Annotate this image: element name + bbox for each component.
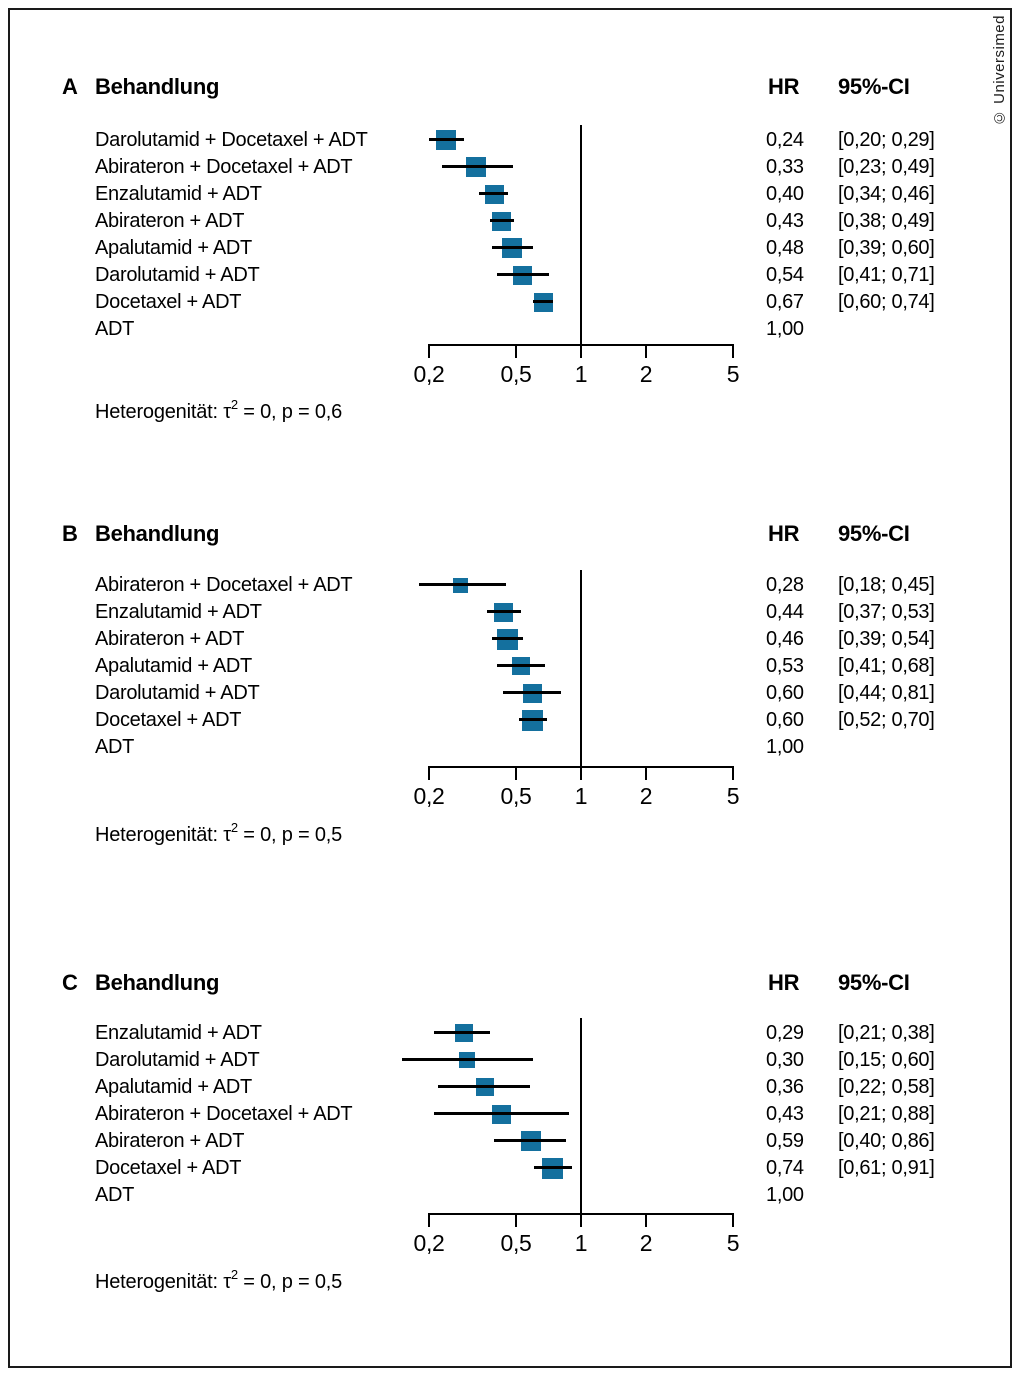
axis-tick-label: 1 <box>574 361 588 387</box>
treatment-label: Darolutamid + ADT <box>95 1049 260 1071</box>
ci-line <box>419 583 506 586</box>
ci-line <box>533 300 553 303</box>
ci-value: [0,60; 0,74] <box>838 291 935 313</box>
ci-value: [0,20; 0,29] <box>838 129 935 151</box>
hr-value: 0,30 <box>766 1049 804 1071</box>
hr-value: 0,40 <box>766 183 804 205</box>
axis-tick-label: 1 <box>574 1230 588 1256</box>
panel-c-hr-column-header: HR <box>768 970 800 995</box>
ci-value: [0,18; 0,45] <box>838 574 935 596</box>
axis-tick <box>428 1214 430 1227</box>
hr-value: 0,24 <box>766 129 804 151</box>
treatment-label: Apalutamid + ADT <box>95 237 252 259</box>
ci-value: [0,40; 0,86] <box>838 1130 935 1152</box>
panel-c-ci-column-header: 95%-CI <box>838 970 910 995</box>
ci-line <box>519 718 547 721</box>
het-text: = 0, p = 0,5 <box>237 824 343 846</box>
reference-line <box>580 570 582 770</box>
panel-c-letter: C <box>62 970 78 995</box>
hr-value: 1,00 <box>766 1184 804 1206</box>
ci-value: [0,38; 0,49] <box>838 210 935 232</box>
panel-a-hr-column-header: HR <box>768 74 800 99</box>
ci-line <box>434 1112 569 1115</box>
copyright-watermark: © Universimed <box>991 15 1008 127</box>
panel-a-heterogeneity-note <box>95 399 342 425</box>
hr-value: 0,43 <box>766 1103 804 1125</box>
ci-line <box>438 1085 530 1088</box>
panel-b-title: Behandlung <box>95 521 220 546</box>
ci-value: [0,15; 0,60] <box>838 1049 935 1071</box>
hr-value: 0,53 <box>766 655 804 677</box>
treatment-label: Abirateron + ADT <box>95 1130 245 1152</box>
treatment-label: Abirateron + ADT <box>95 210 245 232</box>
panel-a-header <box>0 74 1024 100</box>
axis-tick <box>515 767 517 780</box>
axis-tick-label: 0,5 <box>500 361 532 387</box>
panel-b-letter: B <box>62 521 78 546</box>
axis-tick-label: 0,2 <box>413 783 445 809</box>
ci-value: [0,52; 0,70] <box>838 709 935 731</box>
ci-line <box>497 664 545 667</box>
panel-a-letter: A <box>62 74 78 99</box>
het-text: = 0, p = 0,5 <box>237 1271 343 1293</box>
hr-value: 0,54 <box>766 264 804 286</box>
ci-line <box>429 138 464 141</box>
axis-tick <box>580 767 582 780</box>
axis-tick-label: 5 <box>726 1230 740 1256</box>
hr-value: 0,36 <box>766 1076 804 1098</box>
het-sup: 2 <box>230 397 238 413</box>
ci-value: [0,41; 0,71] <box>838 264 935 286</box>
panel-c-heterogeneity-note <box>95 1269 342 1295</box>
treatment-label: Docetaxel + ADT <box>95 709 242 731</box>
ci-line <box>534 1166 572 1169</box>
axis-tick <box>515 1214 517 1227</box>
ci-value: [0,41; 0,68] <box>838 655 935 677</box>
hr-value: 0,67 <box>766 291 804 313</box>
het-sup: 2 <box>230 820 238 836</box>
treatment-label: Abirateron + Docetaxel + ADT <box>95 156 353 178</box>
treatment-label: ADT <box>95 736 135 758</box>
treatment-label: Abirateron + Docetaxel + ADT <box>95 1103 353 1125</box>
ci-line <box>434 1031 490 1034</box>
hr-value: 0,43 <box>766 210 804 232</box>
treatment-label: Enzalutamid + ADT <box>95 183 262 205</box>
hr-value: 0,60 <box>766 682 804 704</box>
ci-value: [0,61; 0,91] <box>838 1157 935 1179</box>
axis-tick-label: 0,5 <box>500 783 532 809</box>
treatment-label: ADT <box>95 1184 135 1206</box>
hr-value: 0,46 <box>766 628 804 650</box>
het-text: Heterogenität: τ <box>95 1271 231 1293</box>
hr-value: 0,29 <box>766 1022 804 1044</box>
axis-tick <box>645 767 647 780</box>
reference-line <box>580 1018 582 1217</box>
axis-tick-label: 0,2 <box>413 361 445 387</box>
axis-tick <box>580 1214 582 1227</box>
axis-tick <box>645 345 647 358</box>
ci-line <box>487 610 521 613</box>
treatment-label: Enzalutamid + ADT <box>95 601 262 623</box>
hr-value: 1,00 <box>766 318 804 340</box>
treatment-label: Apalutamid + ADT <box>95 1076 252 1098</box>
ci-line <box>503 691 561 694</box>
axis-tick-label: 0,5 <box>500 1230 532 1256</box>
ci-value: [0,39; 0,60] <box>838 237 935 259</box>
panel-c-title: Behandlung <box>95 970 220 995</box>
treatment-label: Darolutamid + ADT <box>95 682 260 704</box>
treatment-label: Apalutamid + ADT <box>95 655 252 677</box>
axis-tick-label: 5 <box>726 361 740 387</box>
ci-value: [0,22; 0,58] <box>838 1076 935 1098</box>
het-text: Heterogenität: τ <box>95 401 231 423</box>
panel-a-ci-column-header: 95%-CI <box>838 74 910 99</box>
ci-value: [0,37; 0,53] <box>838 601 935 623</box>
hr-value: 0,48 <box>766 237 804 259</box>
hr-value: 0,59 <box>766 1130 804 1152</box>
treatment-label: ADT <box>95 318 135 340</box>
treatment-label: Darolutamid + ADT <box>95 264 260 286</box>
axis-tick <box>732 345 734 358</box>
panel-b-heterogeneity-note <box>95 822 342 848</box>
ci-value: [0,44; 0,81] <box>838 682 935 704</box>
axis-tick <box>732 767 734 780</box>
het-sup: 2 <box>230 1267 238 1283</box>
ci-line <box>492 246 533 249</box>
ci-line <box>490 219 514 222</box>
panel-b-ci-column-header: 95%-CI <box>838 521 910 546</box>
panel-b-header <box>0 521 1024 547</box>
axis-tick <box>428 767 430 780</box>
hr-value: 0,28 <box>766 574 804 596</box>
axis-tick <box>515 345 517 358</box>
ci-line <box>497 273 549 276</box>
axis-tick-label: 2 <box>639 1230 653 1256</box>
panel-c-header <box>0 970 1024 996</box>
axis-tick-label: 5 <box>726 783 740 809</box>
hr-value: 0,74 <box>766 1157 804 1179</box>
ci-value: [0,21; 0,38] <box>838 1022 935 1044</box>
axis-tick-label: 1 <box>574 783 588 809</box>
treatment-label: Enzalutamid + ADT <box>95 1022 262 1044</box>
ci-line <box>442 165 513 168</box>
ci-value: [0,39; 0,54] <box>838 628 935 650</box>
hr-value: 1,00 <box>766 736 804 758</box>
ci-line <box>402 1058 533 1061</box>
treatment-label: Abirateron + ADT <box>95 628 245 650</box>
panel-a-title: Behandlung <box>95 74 220 99</box>
hr-value: 0,60 <box>766 709 804 731</box>
axis-tick-label: 2 <box>639 783 653 809</box>
reference-line <box>580 125 582 348</box>
ci-line <box>479 192 508 195</box>
ci-line <box>494 1139 566 1142</box>
treatment-label: Darolutamid + Docetaxel + ADT <box>95 129 368 151</box>
axis-tick-label: 0,2 <box>413 1230 445 1256</box>
het-text: Heterogenität: τ <box>95 824 231 846</box>
ci-value: [0,21; 0,88] <box>838 1103 935 1125</box>
treatment-label: Docetaxel + ADT <box>95 1157 242 1179</box>
axis-tick <box>580 345 582 358</box>
treatment-label: Abirateron + Docetaxel + ADT <box>95 574 353 596</box>
treatment-label: Docetaxel + ADT <box>95 291 242 313</box>
axis-tick <box>732 1214 734 1227</box>
axis-tick <box>428 345 430 358</box>
axis-tick <box>645 1214 647 1227</box>
hr-value: 0,44 <box>766 601 804 623</box>
ci-line <box>492 637 523 640</box>
axis-tick-label: 2 <box>639 361 653 387</box>
het-text: = 0, p = 0,6 <box>237 401 343 423</box>
ci-value: [0,34; 0,46] <box>838 183 935 205</box>
panel-b-hr-column-header: HR <box>768 521 800 546</box>
ci-value: [0,23; 0,49] <box>838 156 935 178</box>
hr-value: 0,33 <box>766 156 804 178</box>
